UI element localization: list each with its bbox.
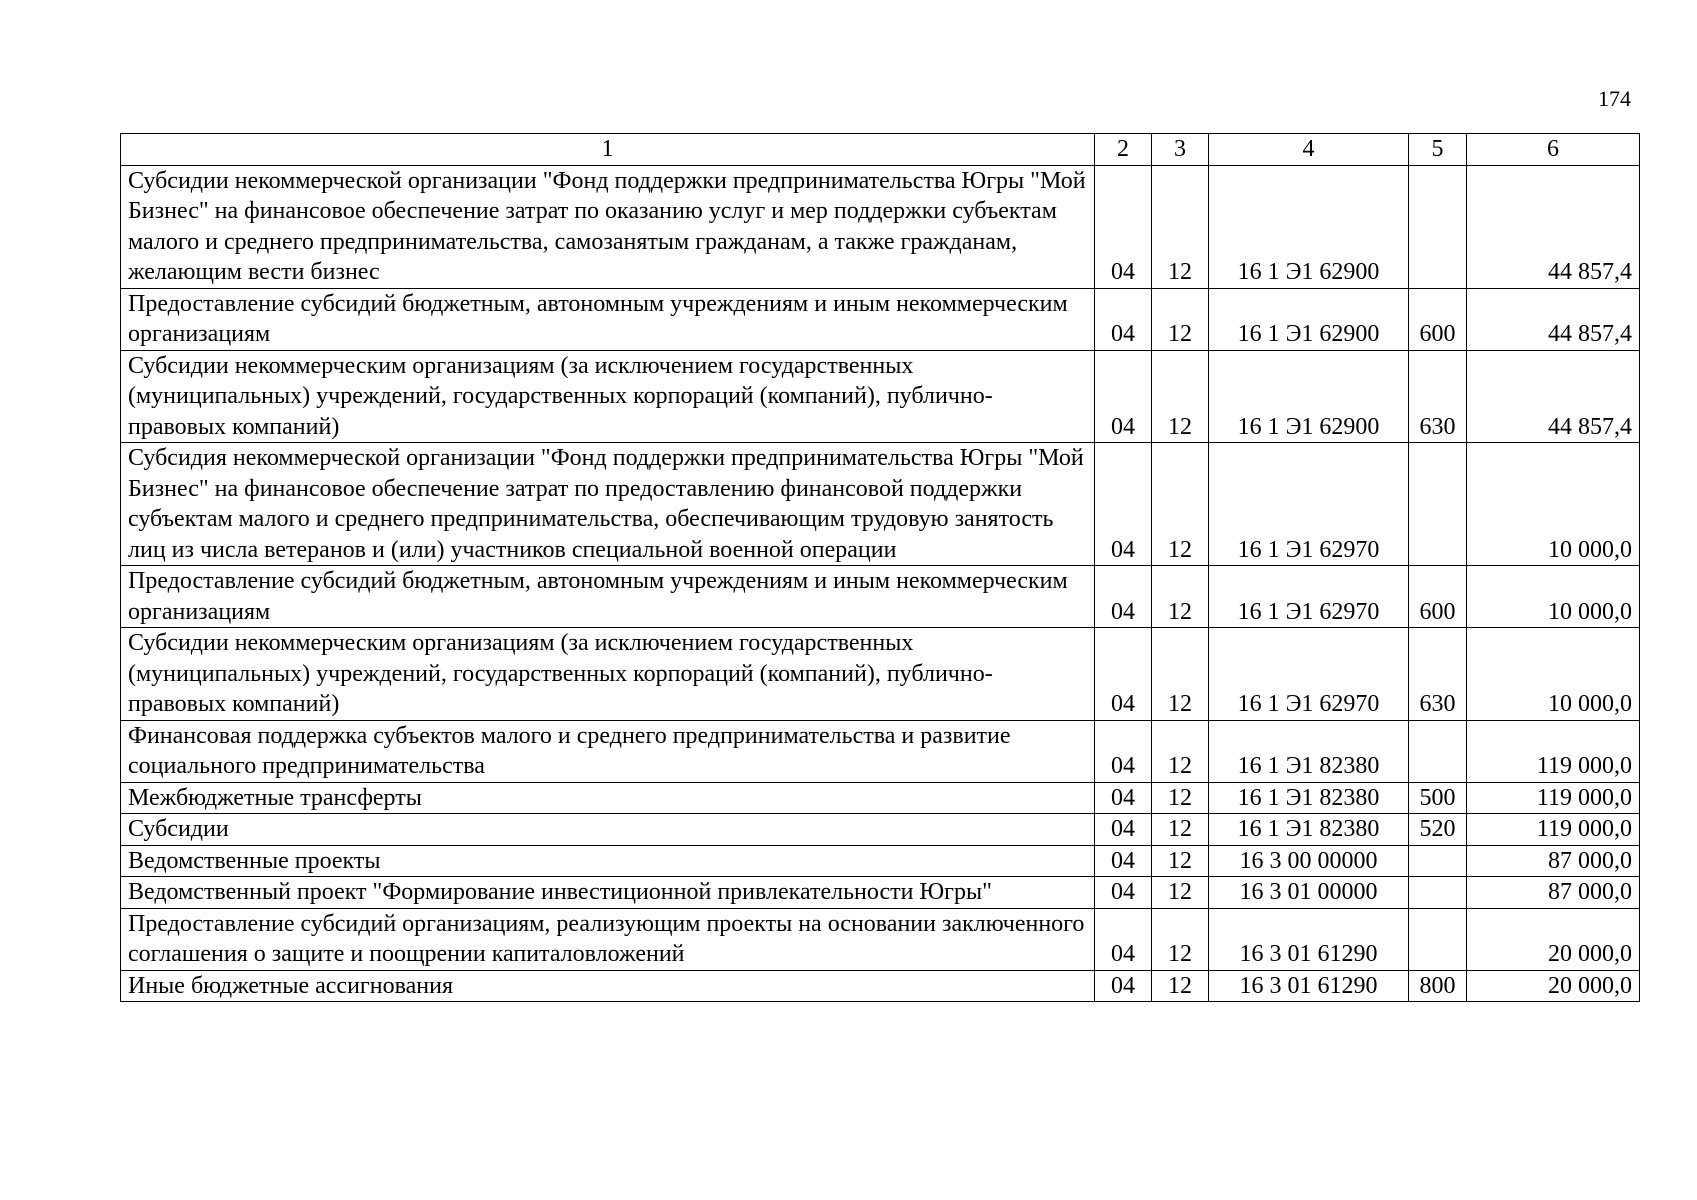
target-article-cell: 16 1 Э1 82380 [1209,720,1409,782]
row-name-cell: Субсидии некоммерческим организациям (за исключением государственных (муниципальных) учреждений, государственных корпораций (компаний), публично-правовых компаний) [121,350,1095,443]
expense-type-cell: 600 [1409,288,1467,350]
target-article-cell: 16 1 Э1 62900 [1209,288,1409,350]
subsection-code-cell: 12 [1152,845,1209,877]
table-row [121,288,1640,350]
expense-type-cell [1409,443,1467,566]
row-name-cell: Предоставление субсидий бюджетным, автономным учреждениям и иным некоммерческим организациям [121,288,1095,350]
column-number-1: 1 [121,134,1095,166]
target-article-cell: 16 1 Э1 62970 [1209,628,1409,721]
target-article-cell: 16 1 Э1 62900 [1209,165,1409,288]
subsection-code-cell: 12 [1152,566,1209,628]
row-name-cell: Субсидии [121,814,1095,846]
target-article-cell: 16 3 01 00000 [1209,877,1409,909]
row-name-cell: Иные бюджетные ассигнования [121,970,1095,1002]
expense-type-cell: 630 [1409,350,1467,443]
row-name-cell: Субсидия некоммерческой организации "Фонд поддержки предпринимательства Югры "Мой Бизнес" на финансовое обеспечение затрат по предоставлению финансовой поддержки субъектам малого и среднего предпринимательства, обеспечивающим трудовую занятость лиц из числа ветеранов и (или) участников специальной военной операции [121,443,1095,566]
amount-cell: 119 000,0 [1467,782,1640,814]
amount-cell: 20 000,0 [1467,908,1640,970]
target-article-cell: 16 1 Э1 62970 [1209,566,1409,628]
table-row [121,877,1640,909]
table-row [121,628,1640,721]
expense-type-cell [1409,165,1467,288]
subsection-code-cell: 12 [1152,877,1209,909]
table-row [121,845,1640,877]
row-name-cell: Ведомственные проекты [121,845,1095,877]
column-number-3: 3 [1152,134,1209,166]
expense-type-cell [1409,720,1467,782]
amount-cell: 44 857,4 [1467,165,1640,288]
section-code-cell: 04 [1095,628,1152,721]
target-article-cell: 16 1 Э1 82380 [1209,782,1409,814]
amount-cell: 119 000,0 [1467,814,1640,846]
page-number: 174 [1598,86,1631,111]
section-code-cell: 04 [1095,782,1152,814]
amount-cell: 44 857,4 [1467,350,1640,443]
row-name-cell: Ведомственный проект "Формирование инвестиционной привлекательности Югры" [121,877,1095,909]
row-name-cell: Предоставление субсидий бюджетным, автономным учреждениям и иным некоммерческим организациям [121,566,1095,628]
amount-cell: 20 000,0 [1467,970,1640,1002]
expense-type-cell: 800 [1409,970,1467,1002]
section-code-cell: 04 [1095,350,1152,443]
target-article-cell: 16 3 01 61290 [1209,908,1409,970]
table-row [121,908,1640,970]
expense-type-cell [1409,908,1467,970]
table-row [121,970,1640,1002]
subsection-code-cell: 12 [1152,970,1209,1002]
section-code-cell: 04 [1095,814,1152,846]
table-row [121,165,1640,288]
section-code-cell: 04 [1095,288,1152,350]
subsection-code-cell: 12 [1152,628,1209,721]
subsection-code-cell: 12 [1152,908,1209,970]
subsection-code-cell: 12 [1152,814,1209,846]
table-row [121,350,1640,443]
amount-cell: 10 000,0 [1467,628,1640,721]
subsection-code-cell: 12 [1152,720,1209,782]
subsection-code-cell: 12 [1152,782,1209,814]
target-article-cell: 16 1 Э1 62970 [1209,443,1409,566]
column-number-2: 2 [1095,134,1152,166]
column-number-6: 6 [1467,134,1640,166]
row-name-cell: Финансовая поддержка субъектов малого и среднего предпринимательства и развитие социального предпринимательства [121,720,1095,782]
subsection-code-cell: 12 [1152,350,1209,443]
section-code-cell: 04 [1095,165,1152,288]
table-row [121,566,1640,628]
table-row [121,443,1640,566]
amount-cell: 10 000,0 [1467,566,1640,628]
expense-type-cell [1409,877,1467,909]
row-name-cell: Предоставление субсидий организациям, реализующим проекты на основании заключенного соглашения о защите и поощрении капиталовложений [121,908,1095,970]
amount-cell: 119 000,0 [1467,720,1640,782]
target-article-cell: 16 3 00 00000 [1209,845,1409,877]
row-name-cell: Субсидии некоммерческой организации "Фонд поддержки предпринимательства Югры "Мой Бизнес" на финансовое обеспечение затрат по оказанию услуг и мер поддержки субъектам малого и среднего предпринимательства, самозанятым гражданам, а также гражданам, желающим вести бизнес [121,165,1095,288]
table-body [121,134,1640,1002]
amount-cell: 87 000,0 [1467,845,1640,877]
subsection-code-cell: 12 [1152,443,1209,566]
section-code-cell: 04 [1095,845,1152,877]
section-code-cell: 04 [1095,566,1152,628]
target-article-cell: 16 1 Э1 62900 [1209,350,1409,443]
section-code-cell: 04 [1095,970,1152,1002]
column-number-row [121,134,1640,166]
row-name-cell: Субсидии некоммерческим организациям (за исключением государственных (муниципальных) учреждений, государственных корпораций (компаний), публично-правовых компаний) [121,628,1095,721]
amount-cell: 87 000,0 [1467,877,1640,909]
subsection-code-cell: 12 [1152,165,1209,288]
expense-type-cell [1409,845,1467,877]
section-code-cell: 04 [1095,908,1152,970]
column-number-4: 4 [1209,134,1409,166]
amount-cell: 10 000,0 [1467,443,1640,566]
section-code-cell: 04 [1095,720,1152,782]
target-article-cell: 16 3 01 61290 [1209,970,1409,1002]
subsection-code-cell: 12 [1152,288,1209,350]
column-number-5: 5 [1409,134,1467,166]
budget-table [120,133,1640,1002]
expense-type-cell: 500 [1409,782,1467,814]
table-row [121,814,1640,846]
table-row [121,782,1640,814]
expense-type-cell: 630 [1409,628,1467,721]
row-name-cell: Межбюджетные трансферты [121,782,1095,814]
section-code-cell: 04 [1095,443,1152,566]
target-article-cell: 16 1 Э1 82380 [1209,814,1409,846]
table-row [121,720,1640,782]
amount-cell: 44 857,4 [1467,288,1640,350]
section-code-cell: 04 [1095,877,1152,909]
expense-type-cell: 600 [1409,566,1467,628]
expense-type-cell: 520 [1409,814,1467,846]
